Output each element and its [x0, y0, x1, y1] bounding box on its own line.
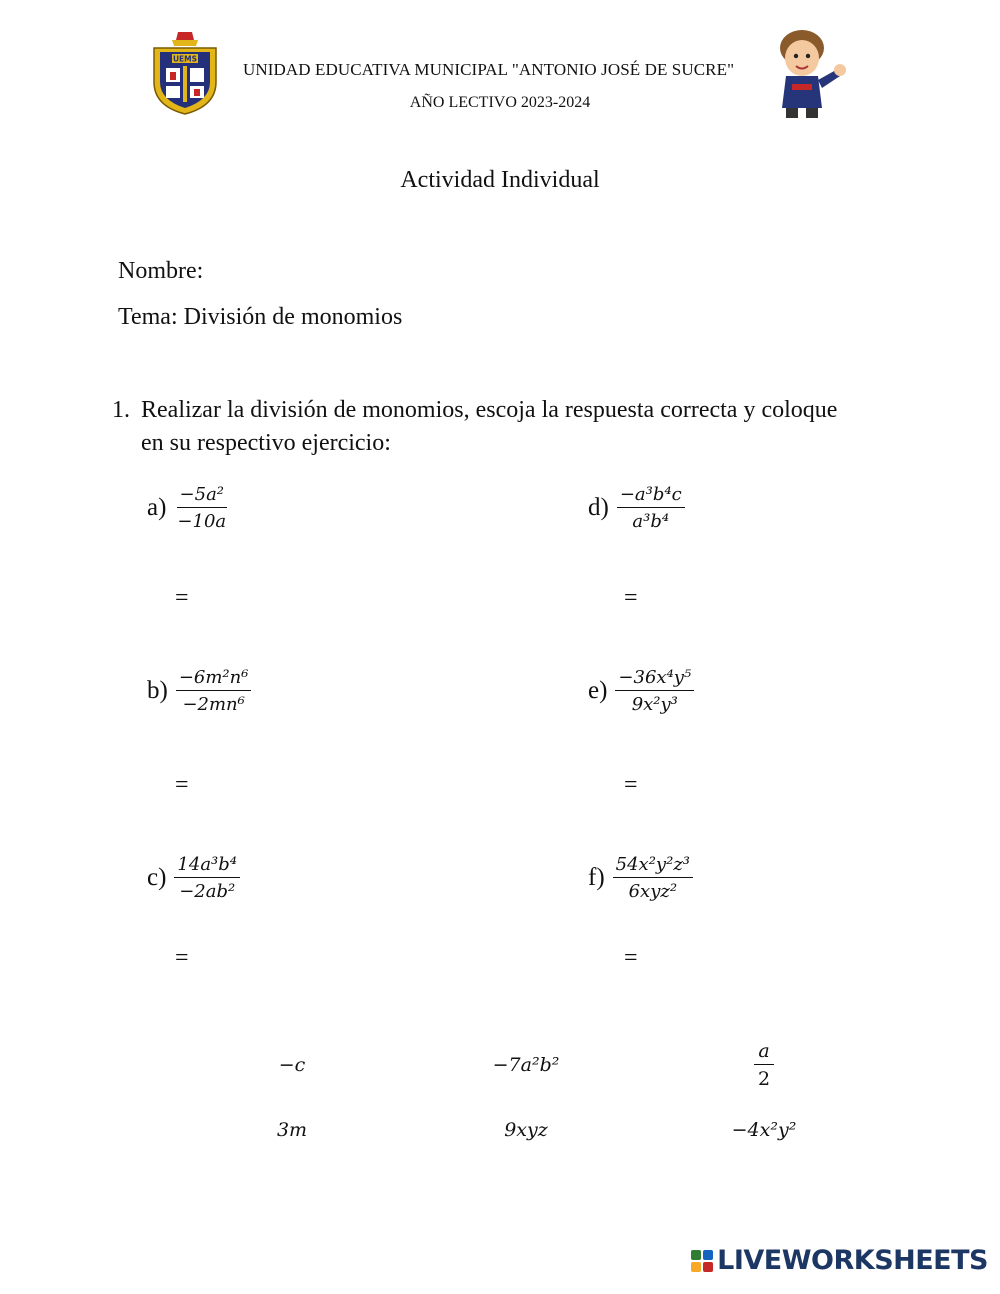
denominator: −10a: [177, 511, 227, 532]
exercise-b: [147, 667, 251, 715]
answer-option[interactable]: −7a²b²: [492, 1054, 560, 1076]
exercise-letter: b): [147, 677, 168, 704]
exercise-letter: a): [147, 494, 167, 521]
denominator: −2mn⁶: [182, 694, 245, 715]
answer-option[interactable]: [694, 1040, 834, 1090]
fraction: [617, 484, 685, 532]
school-name: UNIDAD EDUCATIVA MUNICIPAL "ANTONIO JOSÉ DE SUCRE": [243, 60, 735, 79]
answer-fraction: [754, 1040, 773, 1090]
denominator: 9x²y³: [631, 694, 678, 715]
answer-slot-c[interactable]: =: [175, 945, 189, 971]
answer-slot-d[interactable]: =: [624, 585, 638, 611]
answer-option[interactable]: −c: [278, 1054, 306, 1076]
numerator: −5a²: [177, 484, 227, 508]
question-number: 1.: [112, 397, 130, 423]
fraction: [176, 667, 252, 715]
mascot-illustration: [768, 26, 850, 122]
numerator: a: [754, 1040, 773, 1065]
fraction: [174, 484, 229, 532]
answer-slot-b[interactable]: =: [175, 772, 189, 798]
denominator: 6xyz²: [628, 881, 678, 902]
crest-text: UEMS: [172, 54, 198, 64]
numerator: −36x⁴y⁵: [615, 667, 694, 691]
answer-option[interactable]: 9xyz: [504, 1119, 548, 1141]
question-text: Realizar la división de monomios, escoja la respuesta correcta y coloque en su respectivo ejercicio:: [141, 397, 838, 456]
numerator: 54x²y²z³: [613, 854, 693, 878]
numerator: −6m²n⁶: [176, 667, 252, 691]
brand-text: LIVEWORKSHEETS: [717, 1245, 988, 1276]
question-1: [112, 394, 861, 460]
school-year: AÑO LECTIVO 2023-2024: [409, 94, 591, 111]
topic-label: Tema: División de monomios: [118, 304, 403, 330]
answer-option[interactable]: −4x²y²: [731, 1119, 797, 1141]
numerator: −a³b⁴c: [617, 484, 685, 508]
exercise-a: [147, 484, 229, 532]
denominator: −2ab²: [179, 881, 236, 902]
exercise-c: [147, 854, 240, 902]
answer-option[interactable]: 3m: [276, 1119, 308, 1141]
exercise-letter: f): [588, 864, 605, 891]
fraction: [615, 667, 694, 715]
exercise-d: [588, 484, 685, 532]
denominator: a³b⁴: [632, 511, 670, 532]
exercise-letter: d): [588, 494, 609, 521]
answer-slot-e[interactable]: =: [624, 772, 638, 798]
name-label: Nombre:: [118, 258, 204, 284]
answer-slot-f[interactable]: =: [624, 945, 638, 971]
activity-title: Actividad Individual: [400, 167, 600, 193]
answer-slot-a[interactable]: =: [175, 585, 189, 611]
denominator: 2: [757, 1068, 771, 1090]
exercise-f: [588, 854, 693, 902]
liveworksheets-logo-icon: [690, 1249, 714, 1273]
fraction: [613, 854, 693, 902]
exercise-e: [588, 667, 694, 715]
liveworksheets-brand: [690, 1245, 988, 1276]
fraction: [174, 854, 240, 902]
exercise-letter: e): [588, 677, 608, 704]
exercise-letter: c): [147, 864, 167, 891]
numerator: 14a³b⁴: [174, 854, 240, 878]
